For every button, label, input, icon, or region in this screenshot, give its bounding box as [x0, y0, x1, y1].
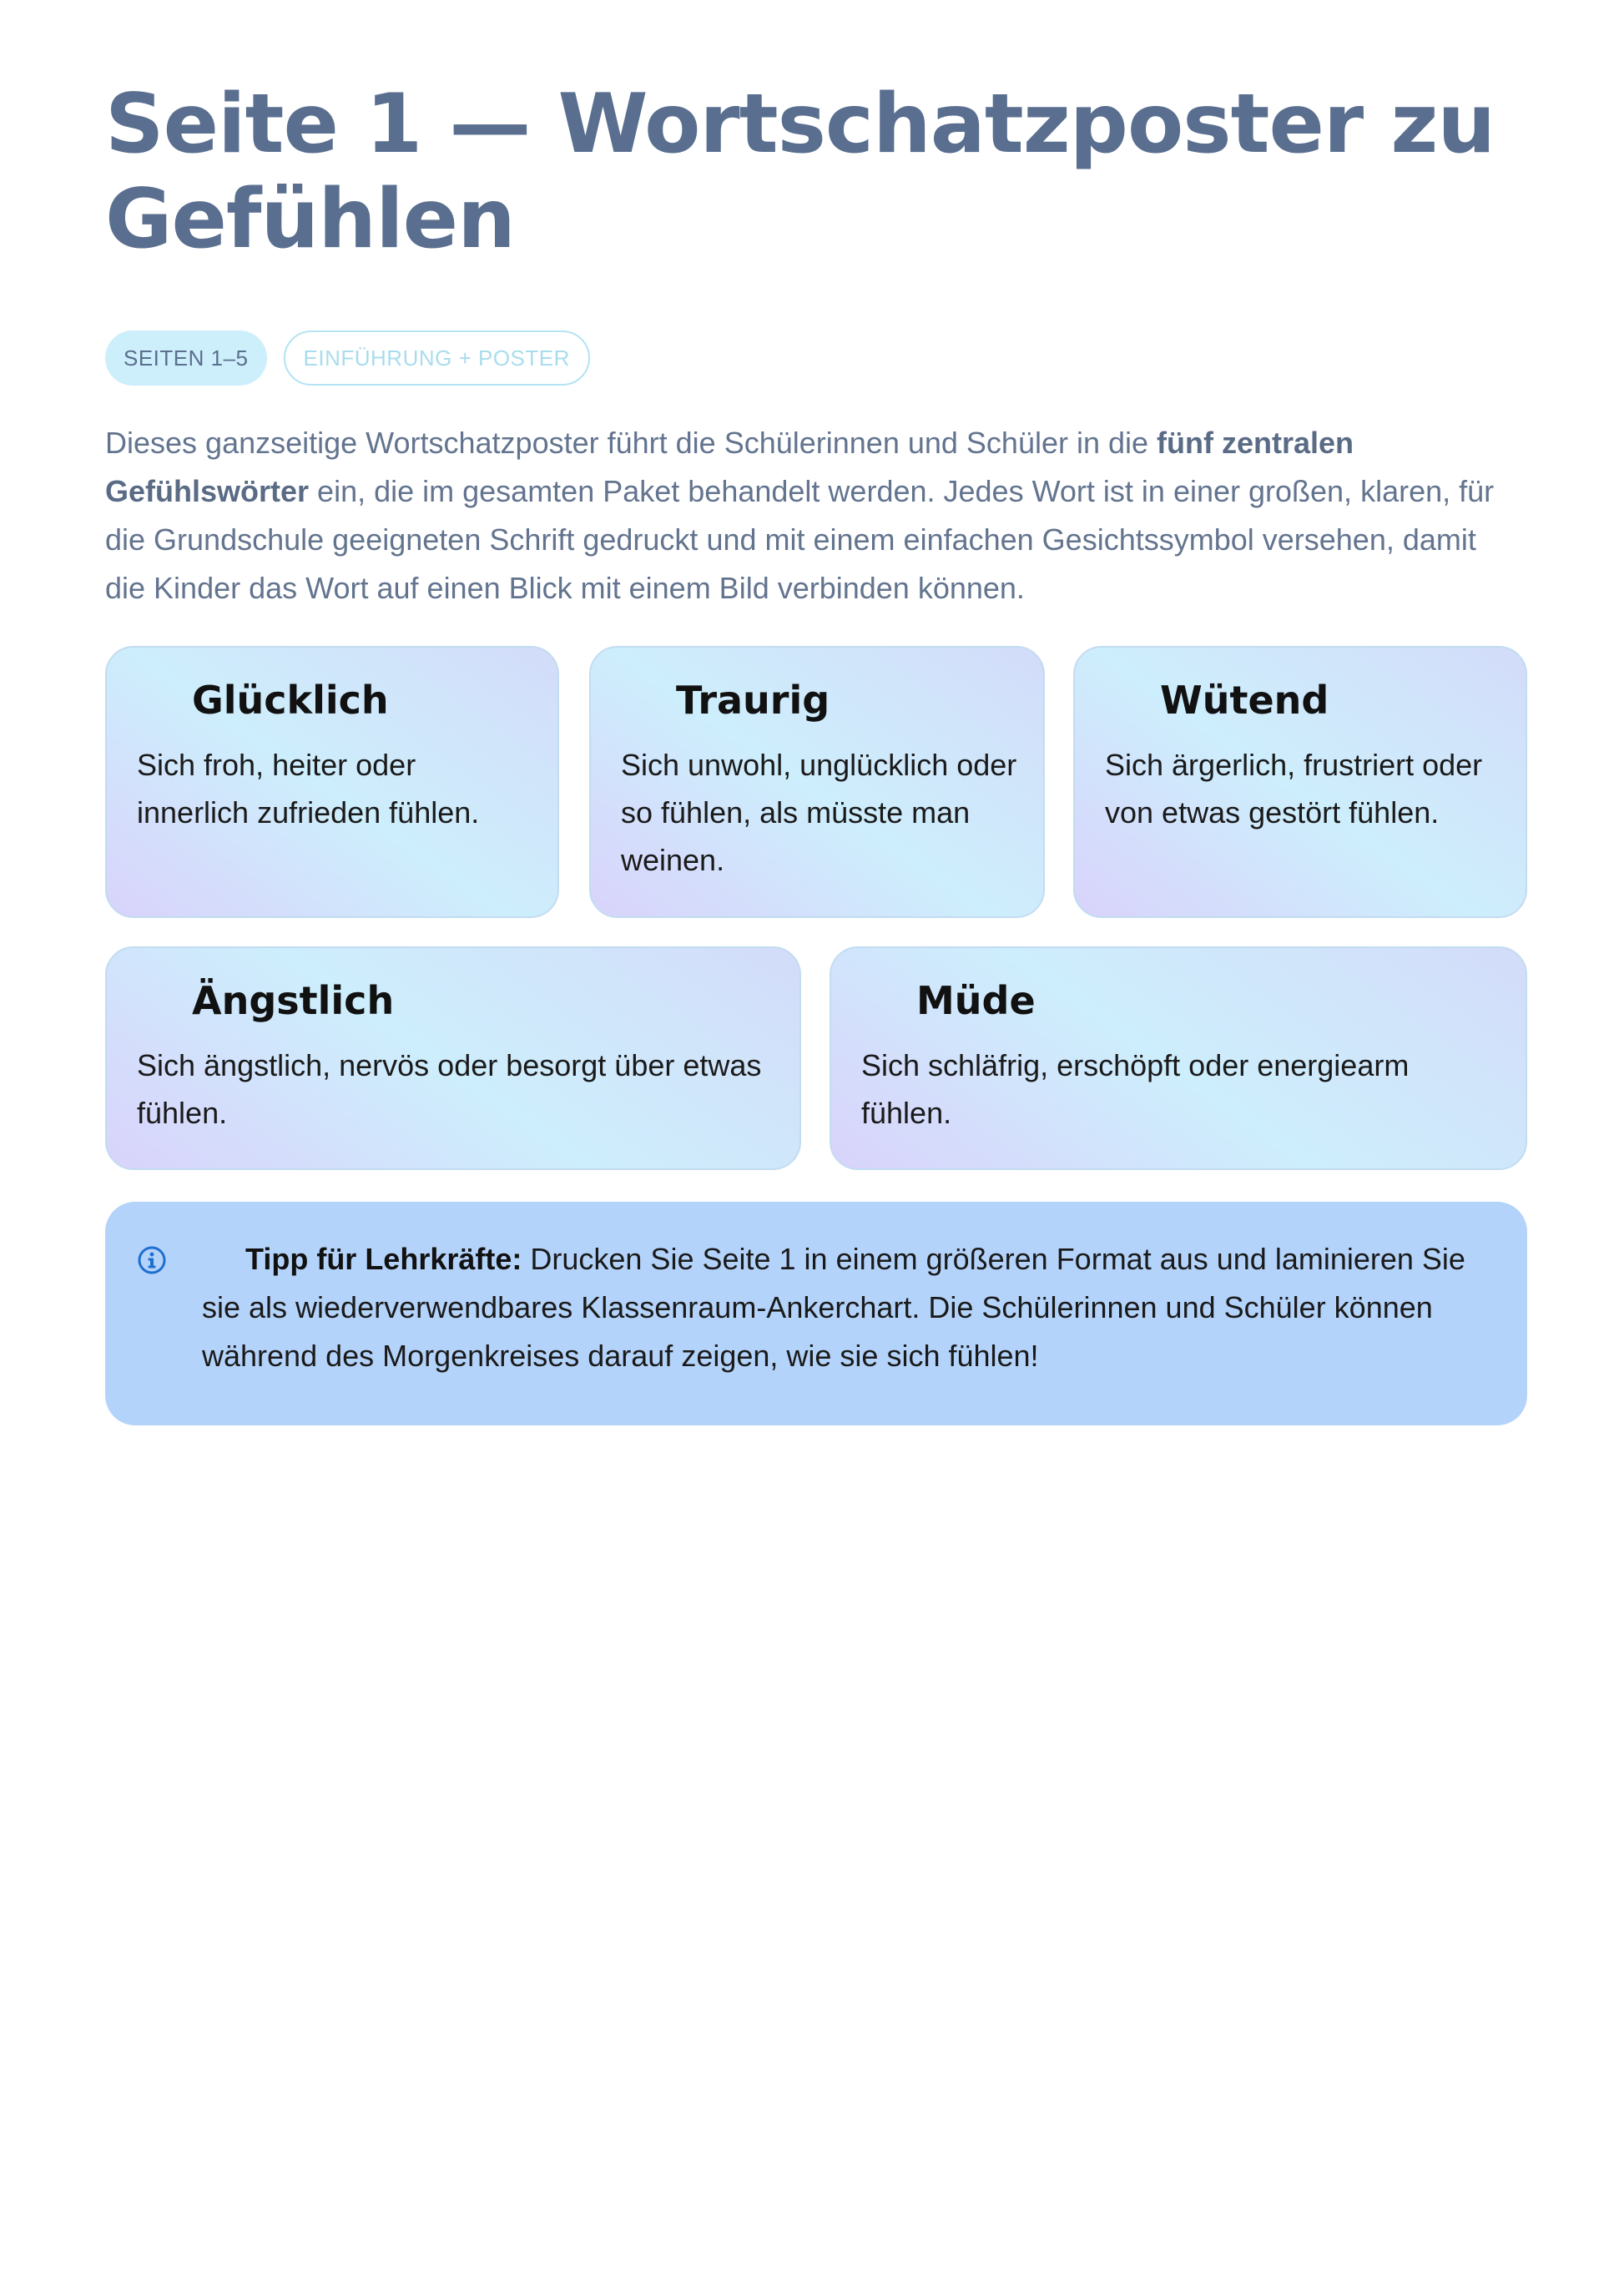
emotion-definition: Sich ärgerlich, frustriert oder von etwas gestört fühlen. — [1105, 748, 1483, 830]
tag-section: EINFÜHRUNG + POSTER — [284, 330, 590, 386]
tip-text — [202, 1235, 1469, 1380]
intro-bold-text: fünf zentralen Gefühlswörter — [105, 426, 1354, 508]
tip-label: Tipp für Lehrkräfte: — [245, 1242, 522, 1276]
emotion-definition: Sich unwohl, unglücklich oder so fühlen, als müsste man weinen. — [621, 748, 1017, 877]
emotion-card-wuetend — [1073, 646, 1527, 918]
tag-row — [105, 330, 590, 386]
emotion-word: Müde — [916, 978, 1036, 1023]
teacher-tip-box — [105, 1202, 1527, 1425]
emotion-word: Wütend — [1160, 678, 1329, 723]
emotion-card-muede — [830, 946, 1527, 1170]
emotion-definition: Sich ängstlich, nervös oder besorgt über etwas fühlen. — [137, 1048, 762, 1130]
emotion-definition: Sich schläfrig, erschöpft oder energiearm fühlen. — [861, 1048, 1410, 1130]
emotion-word: Ängstlich — [192, 978, 395, 1023]
emotion-word: Glücklich — [192, 678, 389, 723]
emotion-card-aengstlich — [105, 946, 801, 1170]
emotion-card-traurig — [589, 646, 1045, 918]
intro-text-start: Dieses ganzseitige Wortschatzposter führt die Schülerinnen und Schüler in die — [105, 426, 1157, 460]
info-icon — [137, 1245, 167, 1275]
emotion-card-gluecklich — [105, 646, 559, 918]
emotion-definition: Sich froh, heiter oder innerlich zufrieden fühlen. — [137, 748, 480, 830]
tag-pages: SEITEN 1–5 — [105, 330, 267, 386]
intro-text-end: ein, die im gesamten Paket behandelt werden. Jedes Wort ist in einer großen, klaren, für die Grundschule geeigneten Schrift gedruckt und mit einem einfachen Gesichtssymbol versehen, damit die Kinder das Wort auf einen Blick mit einem Bild verbinden können. — [105, 474, 1495, 605]
page-title: Seite 1 — Wortschatzposter zu Gefühlen — [105, 77, 1495, 267]
intro-paragraph — [105, 419, 1519, 613]
tip-body: Drucken Sie Seite 1 in einem größeren Format aus und laminieren Sie sie als wiederverwendbares Klassenraum-Ankerchart. Die Schülerinnen und Schüler können während des Morgenkreises darauf zeigen, wie sie sich fühlen! — [202, 1242, 1465, 1373]
emotion-word: Traurig — [676, 678, 830, 723]
